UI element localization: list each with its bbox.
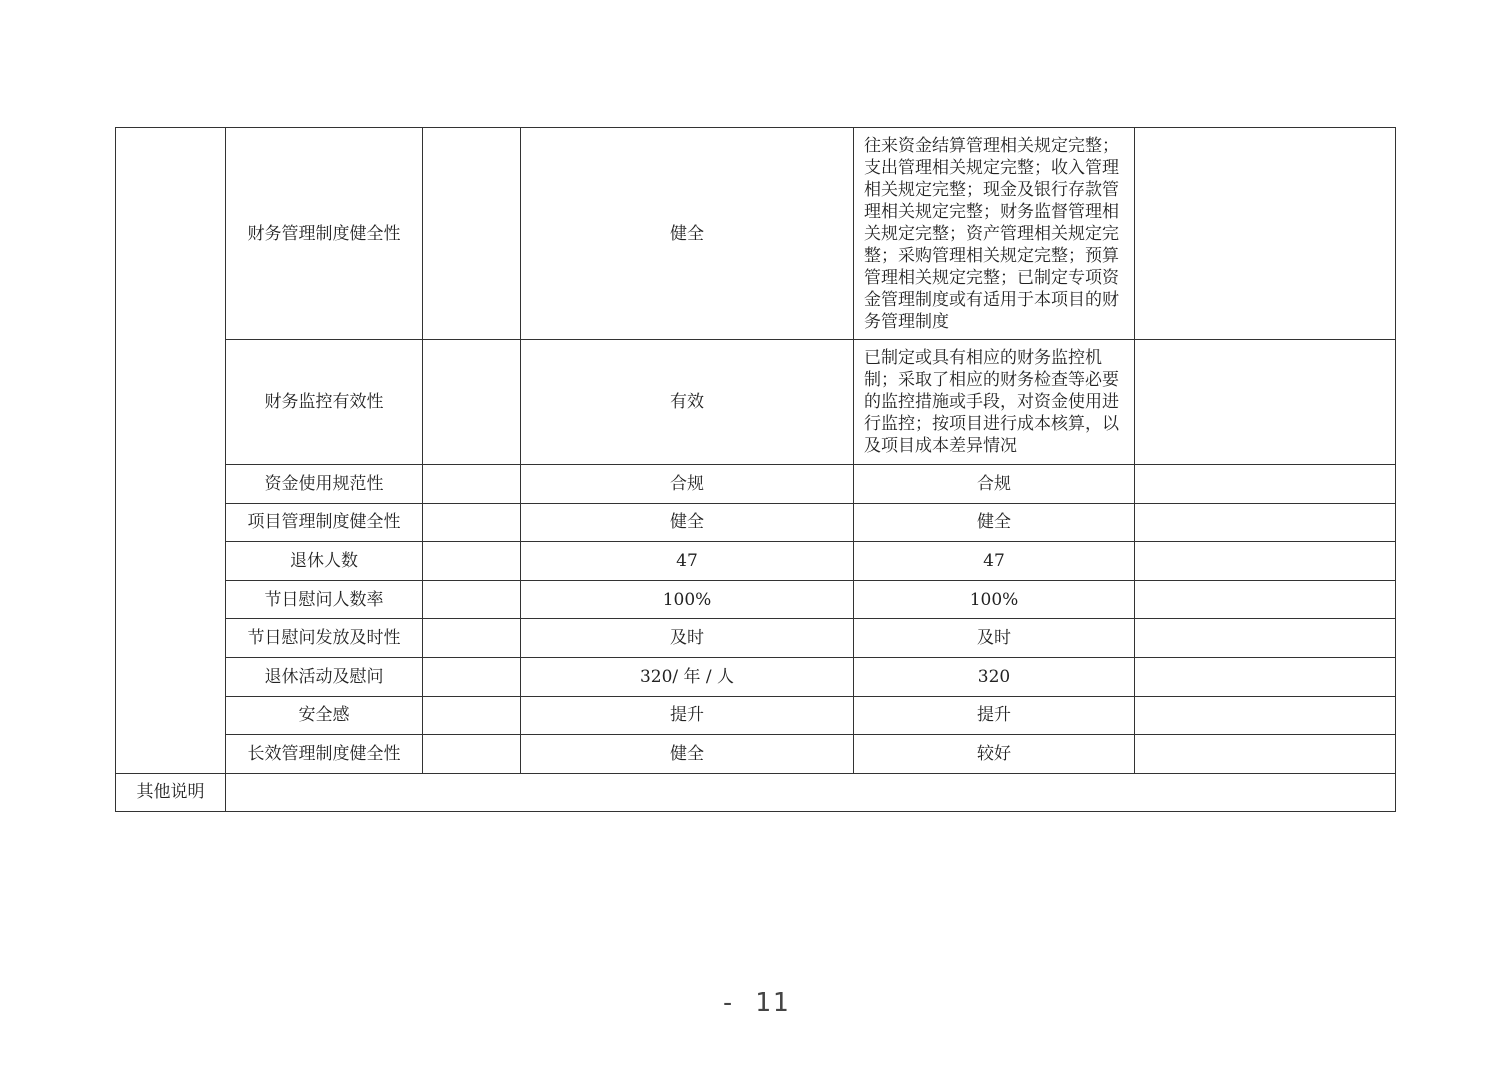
blank-cell — [423, 619, 521, 658]
remark-cell — [1135, 580, 1396, 619]
indicator-cell: 安全感 — [226, 696, 423, 735]
blank-cell — [423, 580, 521, 619]
blank-cell — [423, 696, 521, 735]
target-cell: 提升 — [521, 696, 854, 735]
target-cell: 及时 — [521, 619, 854, 658]
table-row — [116, 580, 1396, 619]
actual-cell: 47 — [854, 542, 1135, 581]
actual-cell: 提升 — [854, 696, 1135, 735]
table-row — [116, 128, 1396, 340]
indicator-cell: 退休活动及慰问 — [226, 657, 423, 696]
remark-cell — [1135, 657, 1396, 696]
indicator-cell: 节日慰问发放及时性 — [226, 619, 423, 658]
remark-cell — [1135, 542, 1396, 581]
target-cell: 47 — [521, 542, 854, 581]
table-row — [116, 465, 1396, 504]
actual-cell: 及时 — [854, 619, 1135, 658]
blank-cell — [423, 657, 521, 696]
actual-cell: 往来资金结算管理相关规定完整；支出管理相关规定完整；收入管理相关规定完整；现金及银行存款管理相关规定完整；财务监督管理相关规定完整；资产管理相关规定完整；采购管理相关规定完整；预算管理相关规定完整；已制定专项资金管理制度或有适用于本项目的财务管理制度 — [854, 128, 1135, 340]
indicator-cell: 资金使用规范性 — [226, 465, 423, 504]
indicator-cell: 退休人数 — [226, 542, 423, 581]
table-row — [116, 619, 1396, 658]
indicator-cell: 节日慰问人数率 — [226, 580, 423, 619]
indicator-cell: 长效管理制度健全性 — [226, 735, 423, 774]
other-notes-label: 其他说明 — [116, 773, 226, 811]
remark-cell — [1135, 128, 1396, 340]
table-row — [116, 340, 1396, 465]
remark-cell — [1135, 619, 1396, 658]
indicator-cell: 财务监控有效性 — [226, 340, 423, 465]
blank-cell — [423, 128, 521, 340]
target-cell: 320/ 年 / 人 — [521, 657, 854, 696]
blank-cell — [423, 503, 521, 542]
actual-cell: 健全 — [854, 503, 1135, 542]
target-cell: 100% — [521, 580, 854, 619]
other-notes-row — [116, 773, 1396, 811]
table-row — [116, 735, 1396, 774]
remark-cell — [1135, 735, 1396, 774]
target-cell: 有效 — [521, 340, 854, 465]
performance-table — [115, 127, 1396, 812]
other-notes-value — [226, 773, 1396, 811]
table-row — [116, 696, 1396, 735]
actual-cell: 合规 — [854, 465, 1135, 504]
remark-cell — [1135, 503, 1396, 542]
table-row — [116, 657, 1396, 696]
actual-cell: 100% — [854, 580, 1135, 619]
remark-cell — [1135, 696, 1396, 735]
actual-cell: 320 — [854, 657, 1135, 696]
target-cell: 健全 — [521, 735, 854, 774]
indicator-cell: 项目管理制度健全性 — [226, 503, 423, 542]
page-number: - 11 — [719, 988, 791, 1018]
blank-cell — [423, 735, 521, 774]
category-cell — [116, 128, 226, 774]
blank-cell — [423, 340, 521, 465]
blank-cell — [423, 465, 521, 504]
table-row — [116, 503, 1396, 542]
indicator-cell: 财务管理制度健全性 — [226, 128, 423, 340]
blank-cell — [423, 542, 521, 581]
target-cell: 健全 — [521, 503, 854, 542]
target-cell: 合规 — [521, 465, 854, 504]
remark-cell — [1135, 465, 1396, 504]
table-row — [116, 542, 1396, 581]
target-cell: 健全 — [521, 128, 854, 340]
remark-cell — [1135, 340, 1396, 465]
actual-cell: 已制定或具有相应的财务监控机制；采取了相应的财务检查等必要的监控措施或手段，对资金使用进行监控；按项目进行成本核算，以及项目成本差异情况 — [854, 340, 1135, 465]
actual-cell: 较好 — [854, 735, 1135, 774]
